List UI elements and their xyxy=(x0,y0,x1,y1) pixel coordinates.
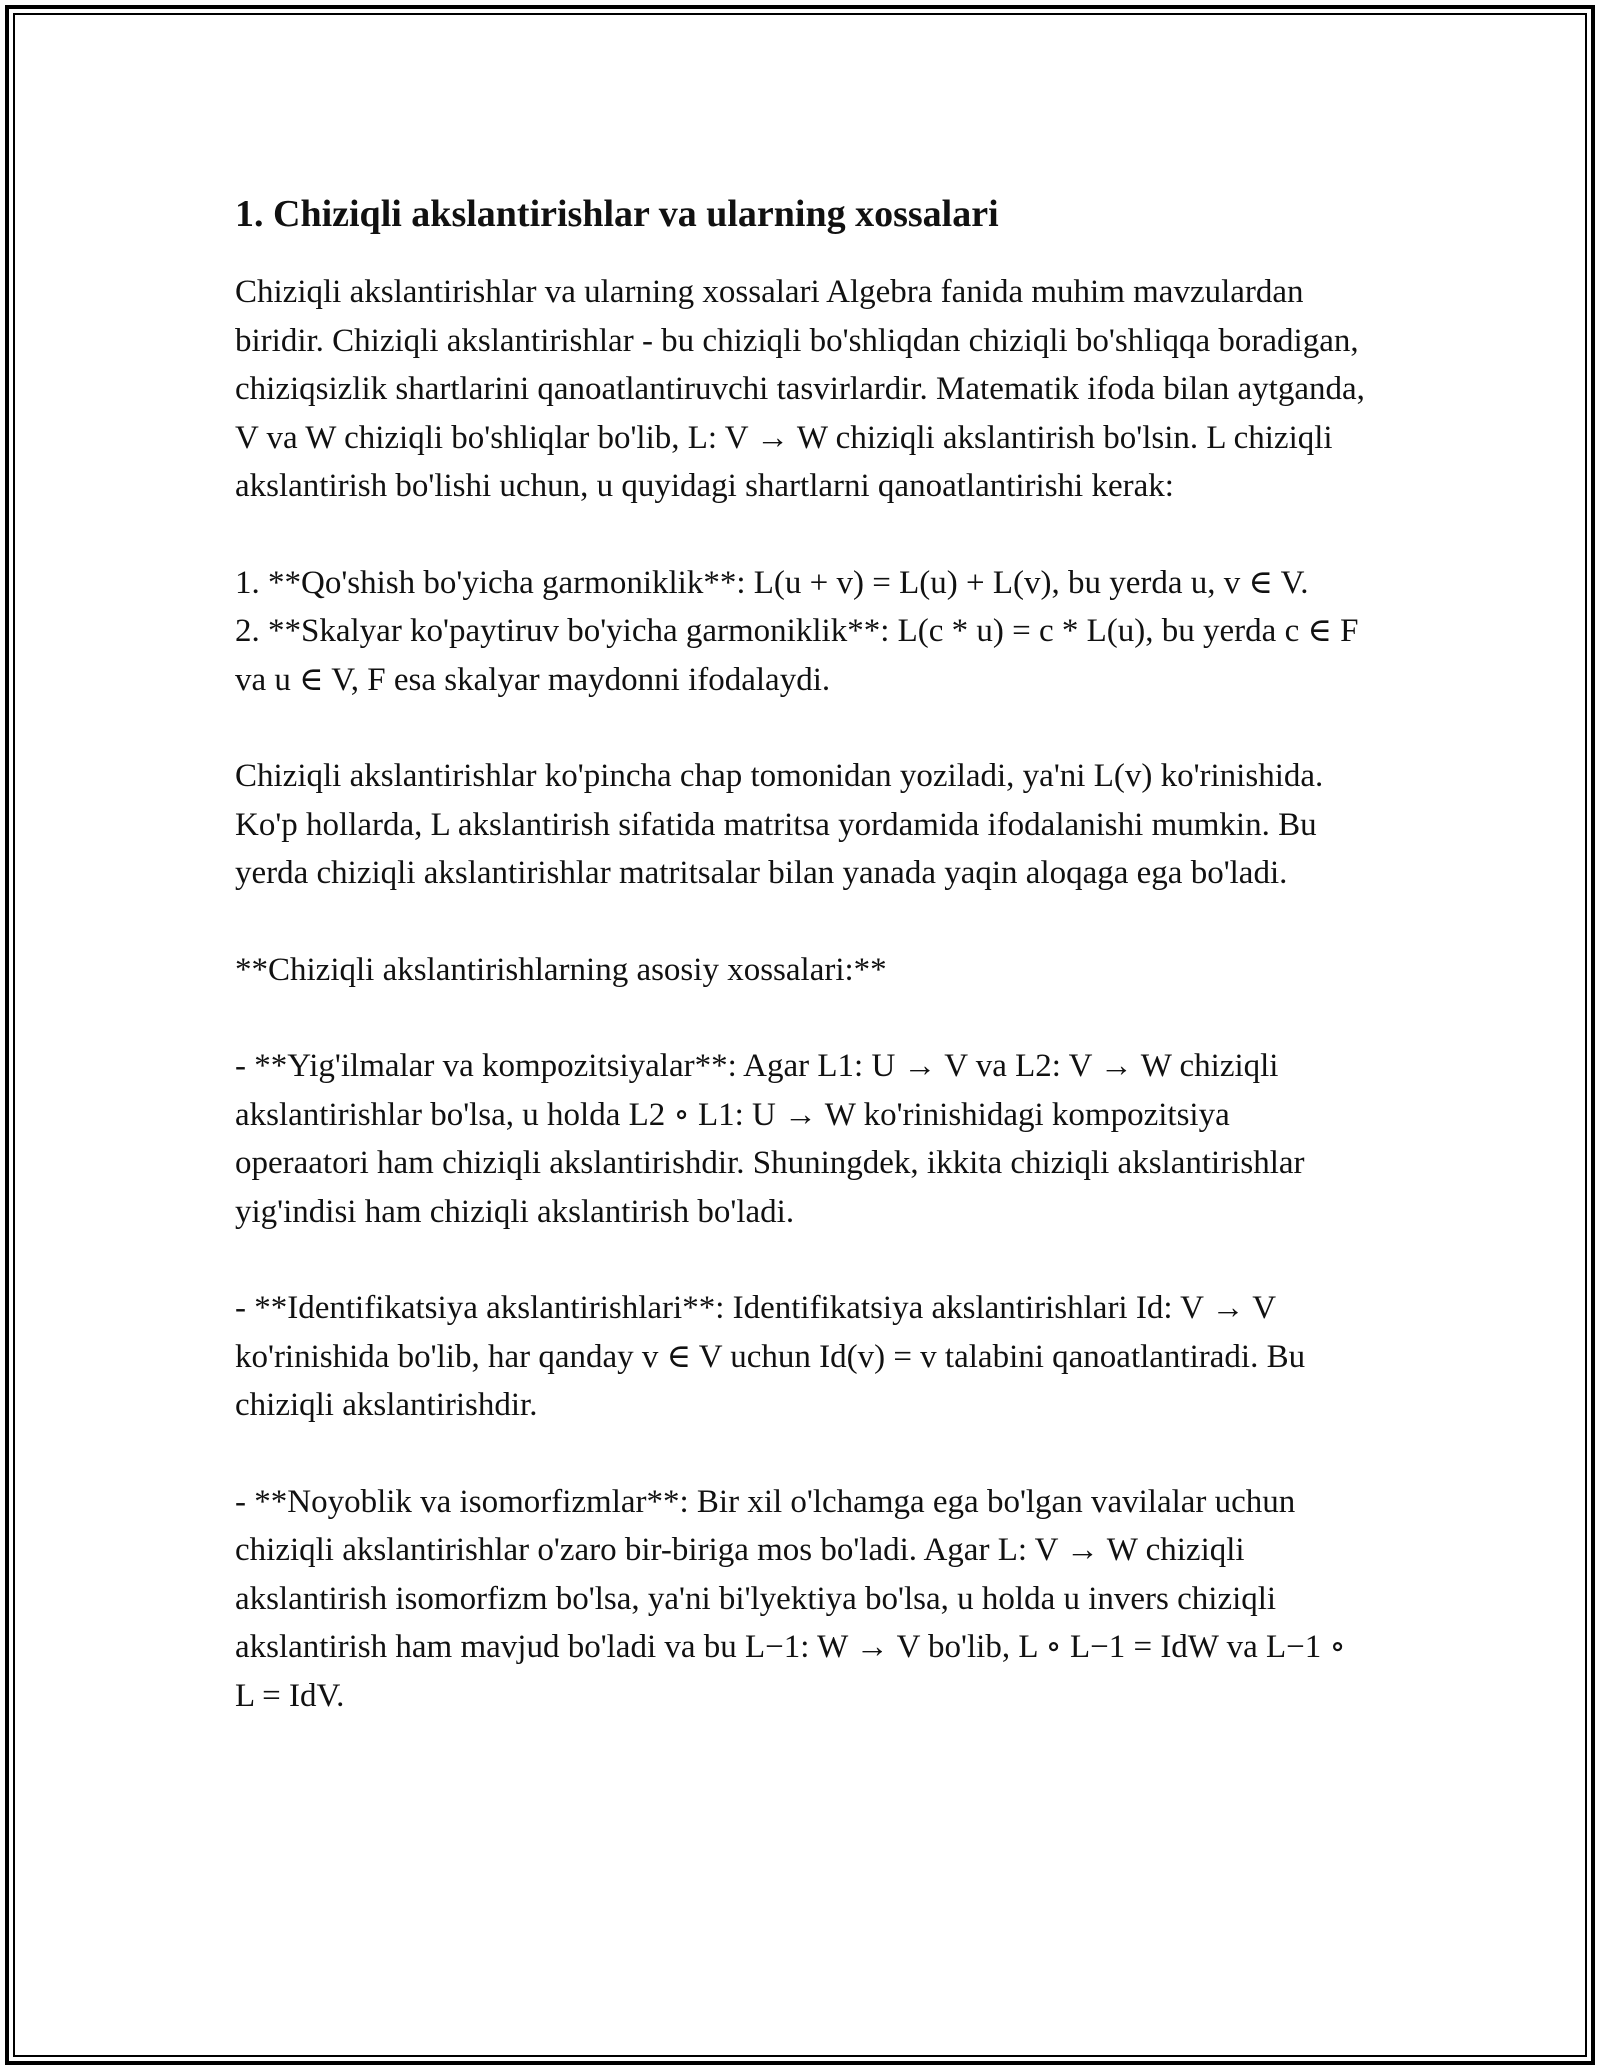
document-body xyxy=(235,188,1365,1768)
property-identity: - **Identifikatsiya akslantirishlari**: Identifikatsiya akslantirishlari Id: V → V ko'rinishida bo'lib, har qanday v ∈ V uchun Id(v) = v talabini qanoatlantiradi. Bu chiziqli akslantirishdir. xyxy=(235,1290,1306,1423)
property-composition: - **Yig'ilmalar va kompozitsiyalar**: Agar L1: U → V va L2: V → W chiziqli akslantirishlar bo'lsa, u holda L2 ∘ L1: U → W ko'rinishidagi kompozitsiya operaatori ham chiziqli akslantirishdir. Shuningdek, ikkita chiziqli akslantirishlar yig'indisi ham chiziqli akslantirish bo'ladi. xyxy=(235,1048,1305,1230)
document-title: 1. Chiziqli akslantirishlar va ularning xossalari xyxy=(235,193,999,235)
condition-homogeneity: 2. **Skalyar ko'paytiruv bo'yicha garmoniklik**: L(c * u) = c * L(u), bu yerda c ∈ F va u ∈ V, F esa skalyar maydonni ifodalaydi. xyxy=(235,613,1359,698)
conditions-list xyxy=(235,559,1365,705)
properties-heading: **Chiziqli akslantirishlarning asosiy xossalari:** xyxy=(235,951,887,988)
condition-additivity: 1. **Qo'shish bo'yicha garmoniklik**: L(u + v) = L(u) + L(v), bu yerda u, v ∈ V. xyxy=(235,564,1309,601)
intro-paragraph: Chiziqli akslantirishlar va ularning xossalari Algebra fanida muhim mavzulardan biridir. Chiziqli akslantirishlar - bu chiziqli bo'shliqdan chiziqli bo'shliqqa boradigan, chiziqsizlik shartlarini qanoatlantiruvchi tasvirlardir. Matematik ifoda bilan aytganda, V va W chiziqli bo'shliqlar bo'lib, L: V → W chiziqli akslantirish bo'lsin. L chiziqli akslantirish bo'lishi uchun, u quyidagi shartlarni qanoatlantirishi kerak: xyxy=(235,274,1365,504)
property-isomorphism: - **Noyoblik va isomorfizmlar**: Bir xil o'lchamga ega bo'lgan vavilalar uchun chiziqli akslantirishlar o'zaro bir-biriga mos bo'ladi. Agar L: V → W chiziqli akslantirish isomorfizm bo'lsa, ya'ni bi'lyektiya bo'lsa, u holda u invers chiziqli akslantirish ham mavjud bo'ladi va bu L−1: W → V bo'lib, L ∘ L−1 = IdW va L−1 ∘ L = IdV. xyxy=(235,1483,1346,1714)
matrix-paragraph: Chiziqli akslantirishlar ko'pincha chap tomonidan yoziladi, ya'ni L(v) ko'rinishida. Ko'p hollarda, L akslantirish sifatida matritsa yordamida ifodalanishi mumkin. Bu yerda chiziqli akslantirishlar matritsalar bilan yanada yaqin aloqaga ega bo'ladi. xyxy=(235,758,1324,891)
